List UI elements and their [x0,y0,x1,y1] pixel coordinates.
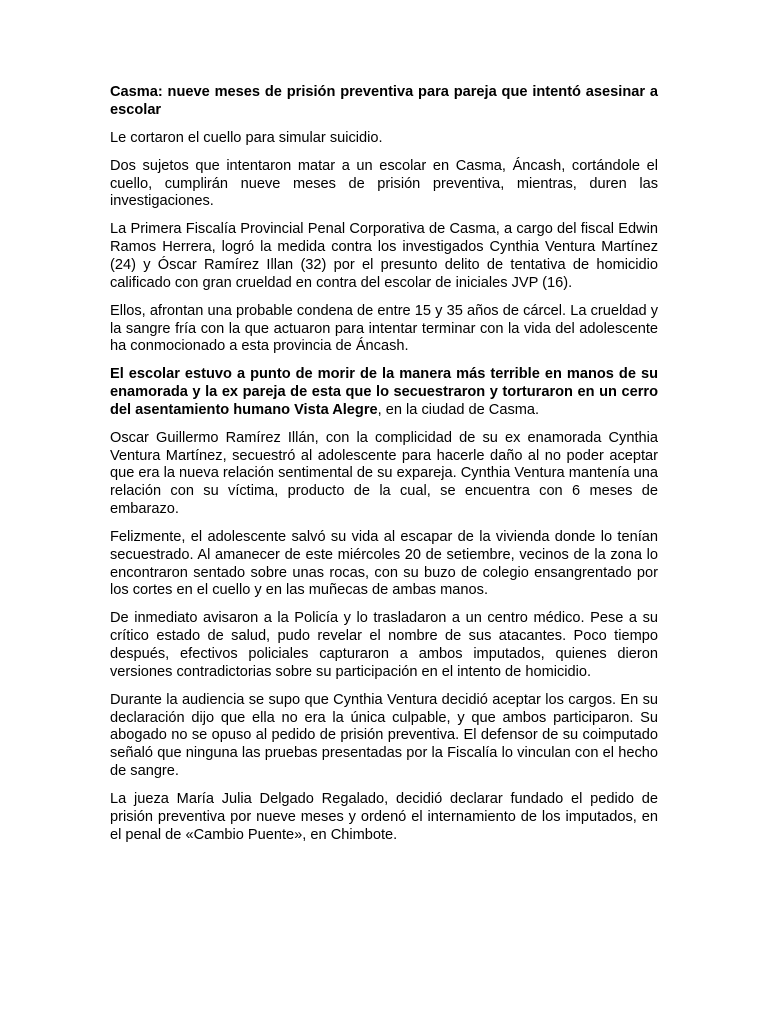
paragraph: Felizmente, el adolescente salvó su vida al escapar de la vivienda donde lo tenían secuestrado. Al amanecer de este miércoles 20 de setiembre, vecinos de la zona lo encontraron sentado sobre unas rocas, con su buzo de colegio ensangrentado por los cortes en el cuello y en las muñecas de ambas manos. [110,529,658,599]
paragraph: La Primera Fiscalía Provincial Penal Corporativa de Casma, a cargo del fiscal Edwin Ramos Herrera, logró la medida contra los investigados Cynthia Ventura Martínez (24) y Óscar Ramírez Illan (32) por el presunto delito de tentativa de homicidio calificado con gran crueldad en contra del escolar de iniciales JVP (16). [110,221,658,291]
paragraph: Dos sujetos que intentaron matar a un escolar en Casma, Áncash, cortándole el cuello, cumplirán nueve meses de prisión preventiva, mientras, duren las investigaciones. [110,157,658,210]
article-title: Casma: nueve meses de prisión preventiva para pareja que intentó asesinar a escolar [110,84,658,118]
paragraph: De inmediato avisaron a la Policía y lo trasladaron a un centro médico. Pese a su crítico estado de salud, pudo revelar el nombre de sus atacantes. Poco tiempo después, efectivos policiales capturaron a ambos imputados, quienes dieron versiones contradictorias sobre su participación en el intento de homicidio. [110,610,658,680]
paragraph: Durante la audiencia se supo que Cynthia Ventura decidió aceptar los cargos. En su declaración dijo que ella no era la única culpable, y que ambos participaron. Su abogado no se opuso al pedido de prisión preventiva. El defensor de su coimputado señaló que ninguna las pruebas presentadas por la Fiscalía lo vinculan con el hecho de sangre. [110,691,658,779]
paragraph: Oscar Guillermo Ramírez Illán, con la complicidad de su ex enamorada Cynthia Ventura Martínez, secuestró al adolescente para hacerle daño al no poder aceptar que era la nueva relación sentimental de su expareja. Cynthia Ventura mantenía una relación con su víctima, producto de la cual, se encuentra con 6 meses de embarazo. [110,429,658,518]
regular-text: , en la ciudad de Casma. [377,401,540,418]
article-subtitle: Le cortaron el cuello para simular suicidio. [110,129,383,146]
bold-paragraph [110,366,658,419]
paragraph: Ellos, afrontan una probable condena de entre 15 y 35 años de cárcel. La crueldad y la sangre fría con la que actuaron para intentar terminar con la vida del adolescente ha conmocionado a esta provincia de Áncash. [110,302,658,355]
bold-text: El escolar estuvo a punto de morir de la manera más terrible en manos de su enamorada y la ex pareja de esta que lo secuestraron y torturaron en un cerro del asentamiento humano Vista Alegre [110,366,658,418]
paragraph: La jueza María Julia Delgado Regalado, decidió declarar fundado el pedido de prisión preventiva por nueve meses y ordenó el internamiento de los imputados, en el penal de «Cambio Puente», en Chimbote. [110,790,658,843]
document-page [110,84,658,855]
